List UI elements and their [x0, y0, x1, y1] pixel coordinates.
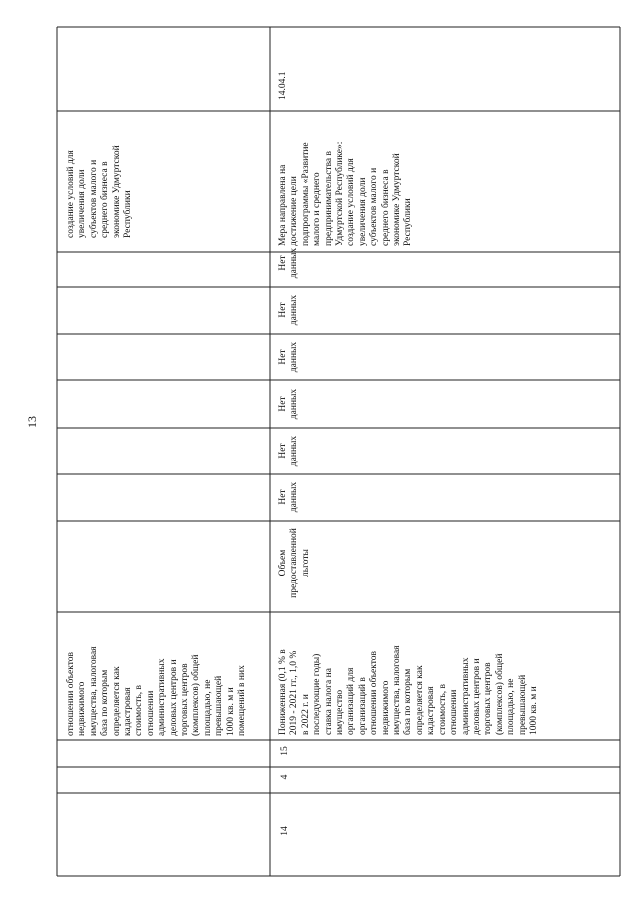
no-data-cell: Нет данных [278, 388, 300, 420]
no-data-cell: Нет данных [278, 294, 300, 326]
prev-row-goal-text: создание условий для увеличения доли субъектов малого и среднего бизнеса в экономике Удмуртской Республики [66, 145, 134, 238]
date-value: 14.04.1 [278, 71, 288, 100]
no-data-cell: Нет данных [278, 341, 300, 373]
row-col-2: 15 [280, 746, 290, 756]
no-data-cell: Нет данных [278, 435, 300, 467]
row-col-1: 4 [280, 774, 290, 780]
benefit-description: Пониженная (0,1 % в 2019 - 2021 гг., 1,0 % в 2022 г. и последующие годы) ставка налога на имущество организаций для организаций в отношении объектов недвижимого имущества, налоговая база по которым определяется как кадастровая стоимость, в отношении административных деловых центров и торговых центров (комплексов) общей площадью, не превышающей 1000 кв. м и [278, 645, 539, 735]
indicator-label: Объем предоставленной льготы [278, 528, 311, 598]
no-data-cell: Нет данных [278, 481, 300, 513]
prev-row-description: отношении объектов недвижимого имущества, налоговая база по которым определяется как кадастровая стоимость, в отношении административных деловых центров и торговых центров (комплексов) общей площадью, не превышающей 1000 кв. м и помещений в них [66, 646, 248, 736]
page-number: 13 [25, 416, 39, 428]
no-data-cell: Нет данных [278, 247, 300, 279]
row-number: 14 [280, 826, 290, 836]
measure-goal-text: Мера направлена на достижение цели подпрограммы «Развитие малого и среднего предпринимательства в Удмуртской Республике»: создание условий для увеличения доли субъектов малого и среднего бизнеса в экономике Удмуртской Республики [278, 141, 414, 246]
